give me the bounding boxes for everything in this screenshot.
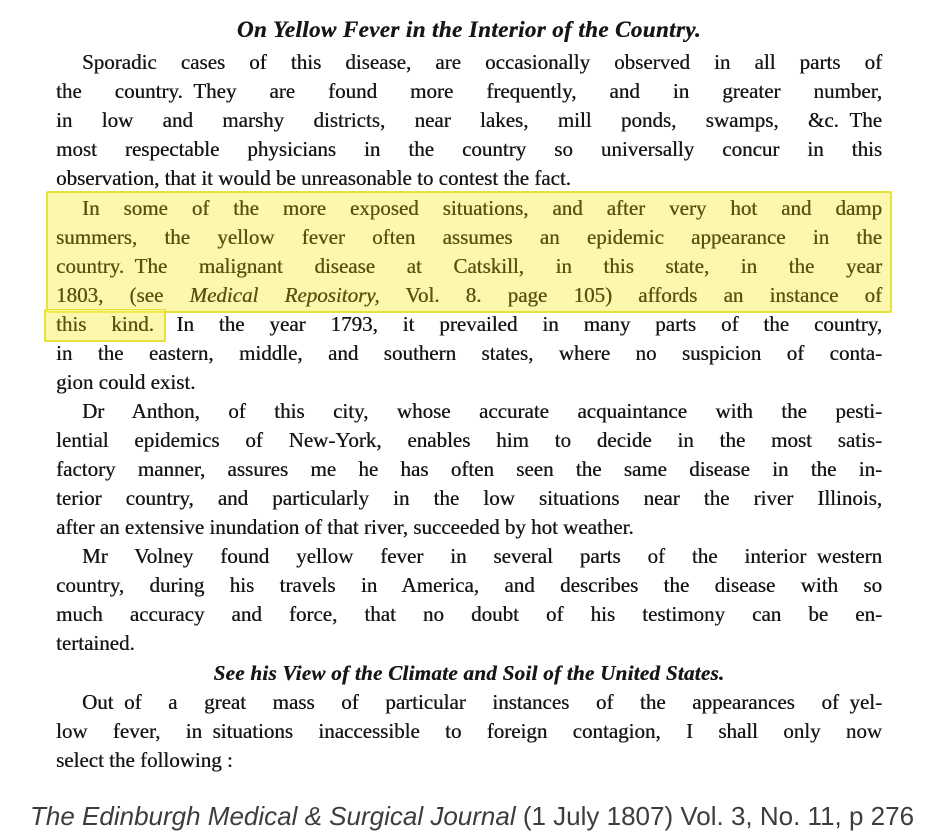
text-line: country. The malignant disease at Catskill, in this state, in the year bbox=[56, 254, 882, 278]
text-line: observation, that it would be unreasonable to contest the fact. bbox=[56, 166, 571, 190]
para-dr-anthon bbox=[56, 397, 882, 542]
text-line: after an extensive inundation of that river, succeeded by hot weather. bbox=[56, 515, 634, 539]
text-line: Sporadic cases of this disease, are occasionally observed in all parts of bbox=[82, 50, 882, 74]
text-line: factory manner, assures me he has often seen the same disease in the in- bbox=[56, 457, 882, 481]
text-line: Dr Anthon, of this city, whose accurate acquaintance with the pesti- bbox=[82, 399, 882, 423]
text-line: tertained. bbox=[56, 631, 135, 655]
highlight-span: this kind. bbox=[44, 309, 166, 342]
text-line: most respectable physicians in the country so universally concur in this bbox=[56, 137, 882, 161]
text-line: low fever, in situations inaccessible to foreign contagion, I shall only now bbox=[56, 719, 882, 743]
para-mr-volney bbox=[56, 542, 882, 658]
attribution-caption bbox=[0, 801, 940, 831]
text-line: Mr Volney found yellow fever in several parts of the interior western bbox=[82, 544, 882, 568]
text-line: terior country, and particularly in the low situations near the river Illinois, bbox=[56, 486, 882, 510]
highlight-block bbox=[46, 191, 892, 313]
text-line: Out of a great mass of particular instances of the appearances of yel- bbox=[82, 690, 882, 714]
page-title: On Yellow Fever in the Interior of the Country. bbox=[236, 17, 702, 42]
para-sporadic-cases bbox=[56, 48, 882, 193]
text-line: summers, the yellow fever often assumes an epidemic appearance in the bbox=[56, 225, 882, 249]
para-volney-reference bbox=[56, 658, 882, 688]
text-line: See his View of the Climate and Soil of the United States. bbox=[213, 661, 725, 685]
para-epidemic-catskill bbox=[56, 191, 882, 397]
document-body bbox=[56, 48, 882, 775]
para-conclusion bbox=[56, 688, 882, 775]
text-line: gion could exist. bbox=[56, 370, 196, 394]
text-line: 1803, (see Medical Repository, Vol. 8. page 105) affords an instance of bbox=[56, 283, 882, 307]
text-line: much accuracy and force, that no doubt of his testimony can be en- bbox=[56, 602, 882, 626]
text-line: in the eastern, middle, and southern states, where no suspicion of conta- bbox=[56, 341, 882, 365]
attribution-journal-name: The Edinburgh Medical & Surgical Journal bbox=[30, 801, 516, 831]
text-line: country, during his travels in America, and describes the disease with so bbox=[56, 573, 882, 597]
text-line: lential epidemics of New-York, enables him to decide in the most satis- bbox=[56, 428, 882, 452]
text-line: in low and marshy districts, near lakes, mill ponds, swamps, &c. The bbox=[56, 108, 882, 132]
attribution-details: (1 July 1807) Vol. 3, No. 11, p 276 bbox=[515, 801, 915, 831]
text-line: the country. They are found more frequently, and in greater number, bbox=[56, 79, 882, 103]
text-line: this kind. In the year 1793, it prevailed in many parts of the country, bbox=[56, 310, 882, 339]
text-line: select the following : bbox=[56, 748, 233, 772]
text-line: In some of the more exposed situations, and after very hot and damp bbox=[82, 196, 882, 220]
